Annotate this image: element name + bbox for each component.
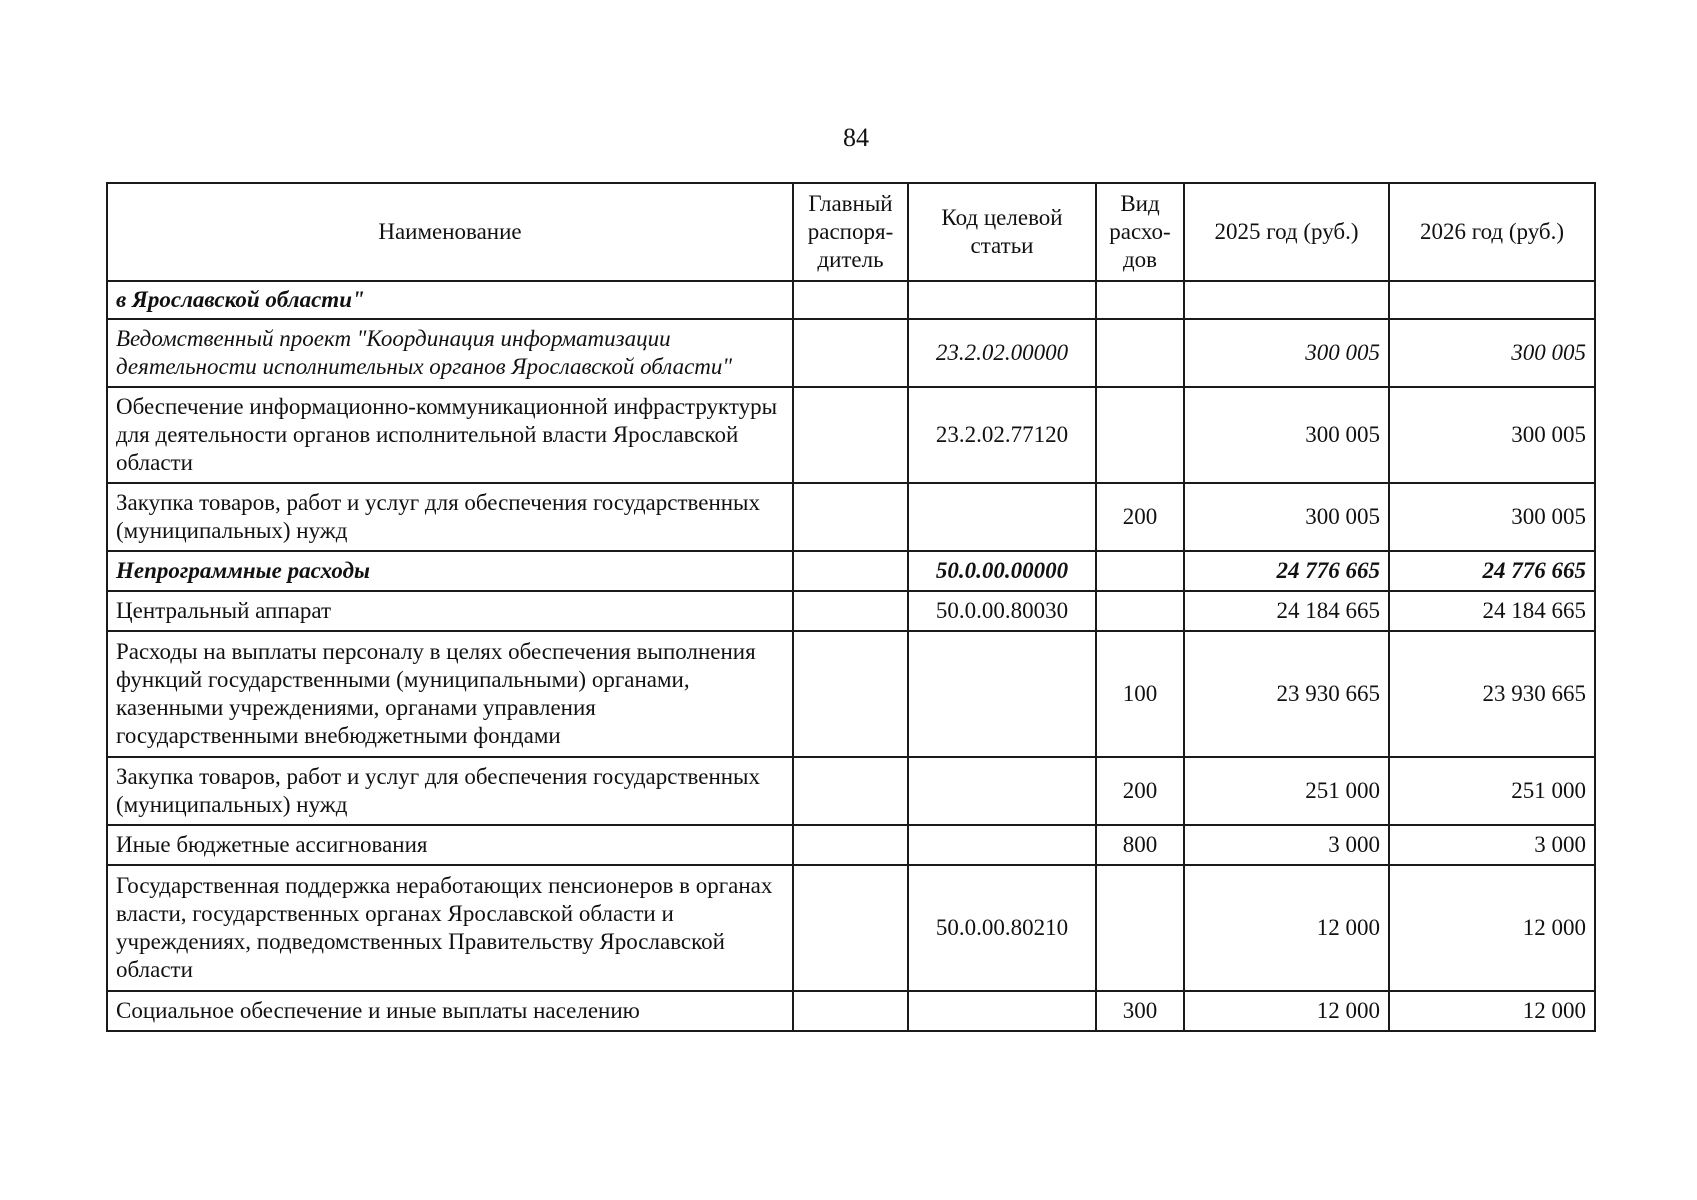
row-2025: 23 930 665 [1184, 631, 1389, 757]
table-row [107, 865, 1595, 991]
row-2025: 3 000 [1184, 825, 1389, 865]
row-glavny [793, 591, 908, 631]
row-2025: 24 184 665 [1184, 591, 1389, 631]
row-glavny [793, 551, 908, 591]
row-2025: 24 776 665 [1184, 551, 1389, 591]
row-vid [1096, 551, 1184, 591]
row-name: Закупка товаров, работ и услуг для обеспечения государственных (муниципальных) нужд [107, 483, 793, 551]
row-name: Центральный аппарат [107, 591, 793, 631]
header-2025: 2025 год (руб.) [1184, 183, 1389, 281]
table-row [107, 551, 1595, 591]
row-name: Закупка товаров, работ и услуг для обеспечения государственных (муниципальных) нужд [107, 757, 793, 825]
row-code: 50.0.00.00000 [908, 551, 1096, 591]
row-vid: 100 [1096, 631, 1184, 757]
table-row [107, 281, 1595, 319]
row-code [908, 483, 1096, 551]
row-2025: 300 005 [1184, 483, 1389, 551]
row-2025: 251 000 [1184, 757, 1389, 825]
row-vid: 300 [1096, 991, 1184, 1031]
row-name: Ведомственный проект "Координация информатизации деятельности исполнительных органов Ярославской области" [107, 319, 793, 387]
header-glavny: Главный распоря-дитель [793, 183, 908, 281]
row-2026: 12 000 [1389, 865, 1595, 991]
row-glavny [793, 825, 908, 865]
row-2026: 23 930 665 [1389, 631, 1595, 757]
row-name: Социальное обеспечение и иные выплаты населению [107, 991, 793, 1031]
row-2025: 300 005 [1184, 387, 1389, 483]
row-code [908, 991, 1096, 1031]
page-number: 84 [843, 123, 869, 152]
row-2026: 24 776 665 [1389, 551, 1595, 591]
budget-table [106, 182, 1596, 1032]
header-2026: 2026 год (руб.) [1389, 183, 1595, 281]
row-glavny [793, 281, 908, 319]
row-name: Обеспечение информационно-коммуникационной инфраструктуры для деятельности органов исполнительной власти Ярославской области [107, 387, 793, 483]
row-name: Государственная поддержка неработающих пенсионеров в органах власти, государственных органах Ярославской области и учреждениях, подведомственных Правительству Ярославской области [107, 865, 793, 991]
row-vid [1096, 319, 1184, 387]
table-row [107, 483, 1595, 551]
row-code: 23.2.02.00000 [908, 319, 1096, 387]
table-row [107, 757, 1595, 825]
row-2026: 300 005 [1389, 319, 1595, 387]
row-vid [1096, 591, 1184, 631]
table-row [107, 631, 1595, 757]
row-2025: 300 005 [1184, 319, 1389, 387]
header-name: Наименование [107, 183, 793, 281]
row-glavny [793, 865, 908, 991]
row-code [908, 631, 1096, 757]
row-name: в Ярославской области" [107, 281, 793, 319]
row-2026 [1389, 281, 1595, 319]
row-glavny [793, 387, 908, 483]
header-code: Код целевой статьи [908, 183, 1096, 281]
row-vid [1096, 281, 1184, 319]
row-vid: 800 [1096, 825, 1184, 865]
row-glavny [793, 757, 908, 825]
row-vid [1096, 387, 1184, 483]
row-vid: 200 [1096, 483, 1184, 551]
row-vid: 200 [1096, 757, 1184, 825]
row-2026: 251 000 [1389, 757, 1595, 825]
row-2025: 12 000 [1184, 865, 1389, 991]
row-code [908, 825, 1096, 865]
row-glavny [793, 483, 908, 551]
row-code: 50.0.00.80030 [908, 591, 1096, 631]
row-2026: 24 184 665 [1389, 591, 1595, 631]
row-2025 [1184, 281, 1389, 319]
table-row [107, 387, 1595, 483]
row-2026: 3 000 [1389, 825, 1595, 865]
table-row [107, 591, 1595, 631]
row-glavny [793, 319, 908, 387]
table-row [107, 319, 1595, 387]
table-header-row [107, 183, 1595, 281]
row-2026: 12 000 [1389, 991, 1595, 1031]
table-row [107, 825, 1595, 865]
row-code [908, 757, 1096, 825]
row-name: Непрограммные расходы [107, 551, 793, 591]
header-vid: Вид расхо-дов [1096, 183, 1184, 281]
row-code: 50.0.00.80210 [908, 865, 1096, 991]
row-code: 23.2.02.77120 [908, 387, 1096, 483]
row-name: Расходы на выплаты персоналу в целях обеспечения выполнения функций государственными (муниципальными) органами, казенными учреждениями, органами управления государственными внебюджетными фондами [107, 631, 793, 757]
row-code [908, 281, 1096, 319]
row-vid [1096, 865, 1184, 991]
row-glavny [793, 991, 908, 1031]
table-row [107, 991, 1595, 1031]
row-2025: 12 000 [1184, 991, 1389, 1031]
row-2026: 300 005 [1389, 483, 1595, 551]
row-name: Иные бюджетные ассигнования [107, 825, 793, 865]
row-2026: 300 005 [1389, 387, 1595, 483]
row-glavny [793, 631, 908, 757]
